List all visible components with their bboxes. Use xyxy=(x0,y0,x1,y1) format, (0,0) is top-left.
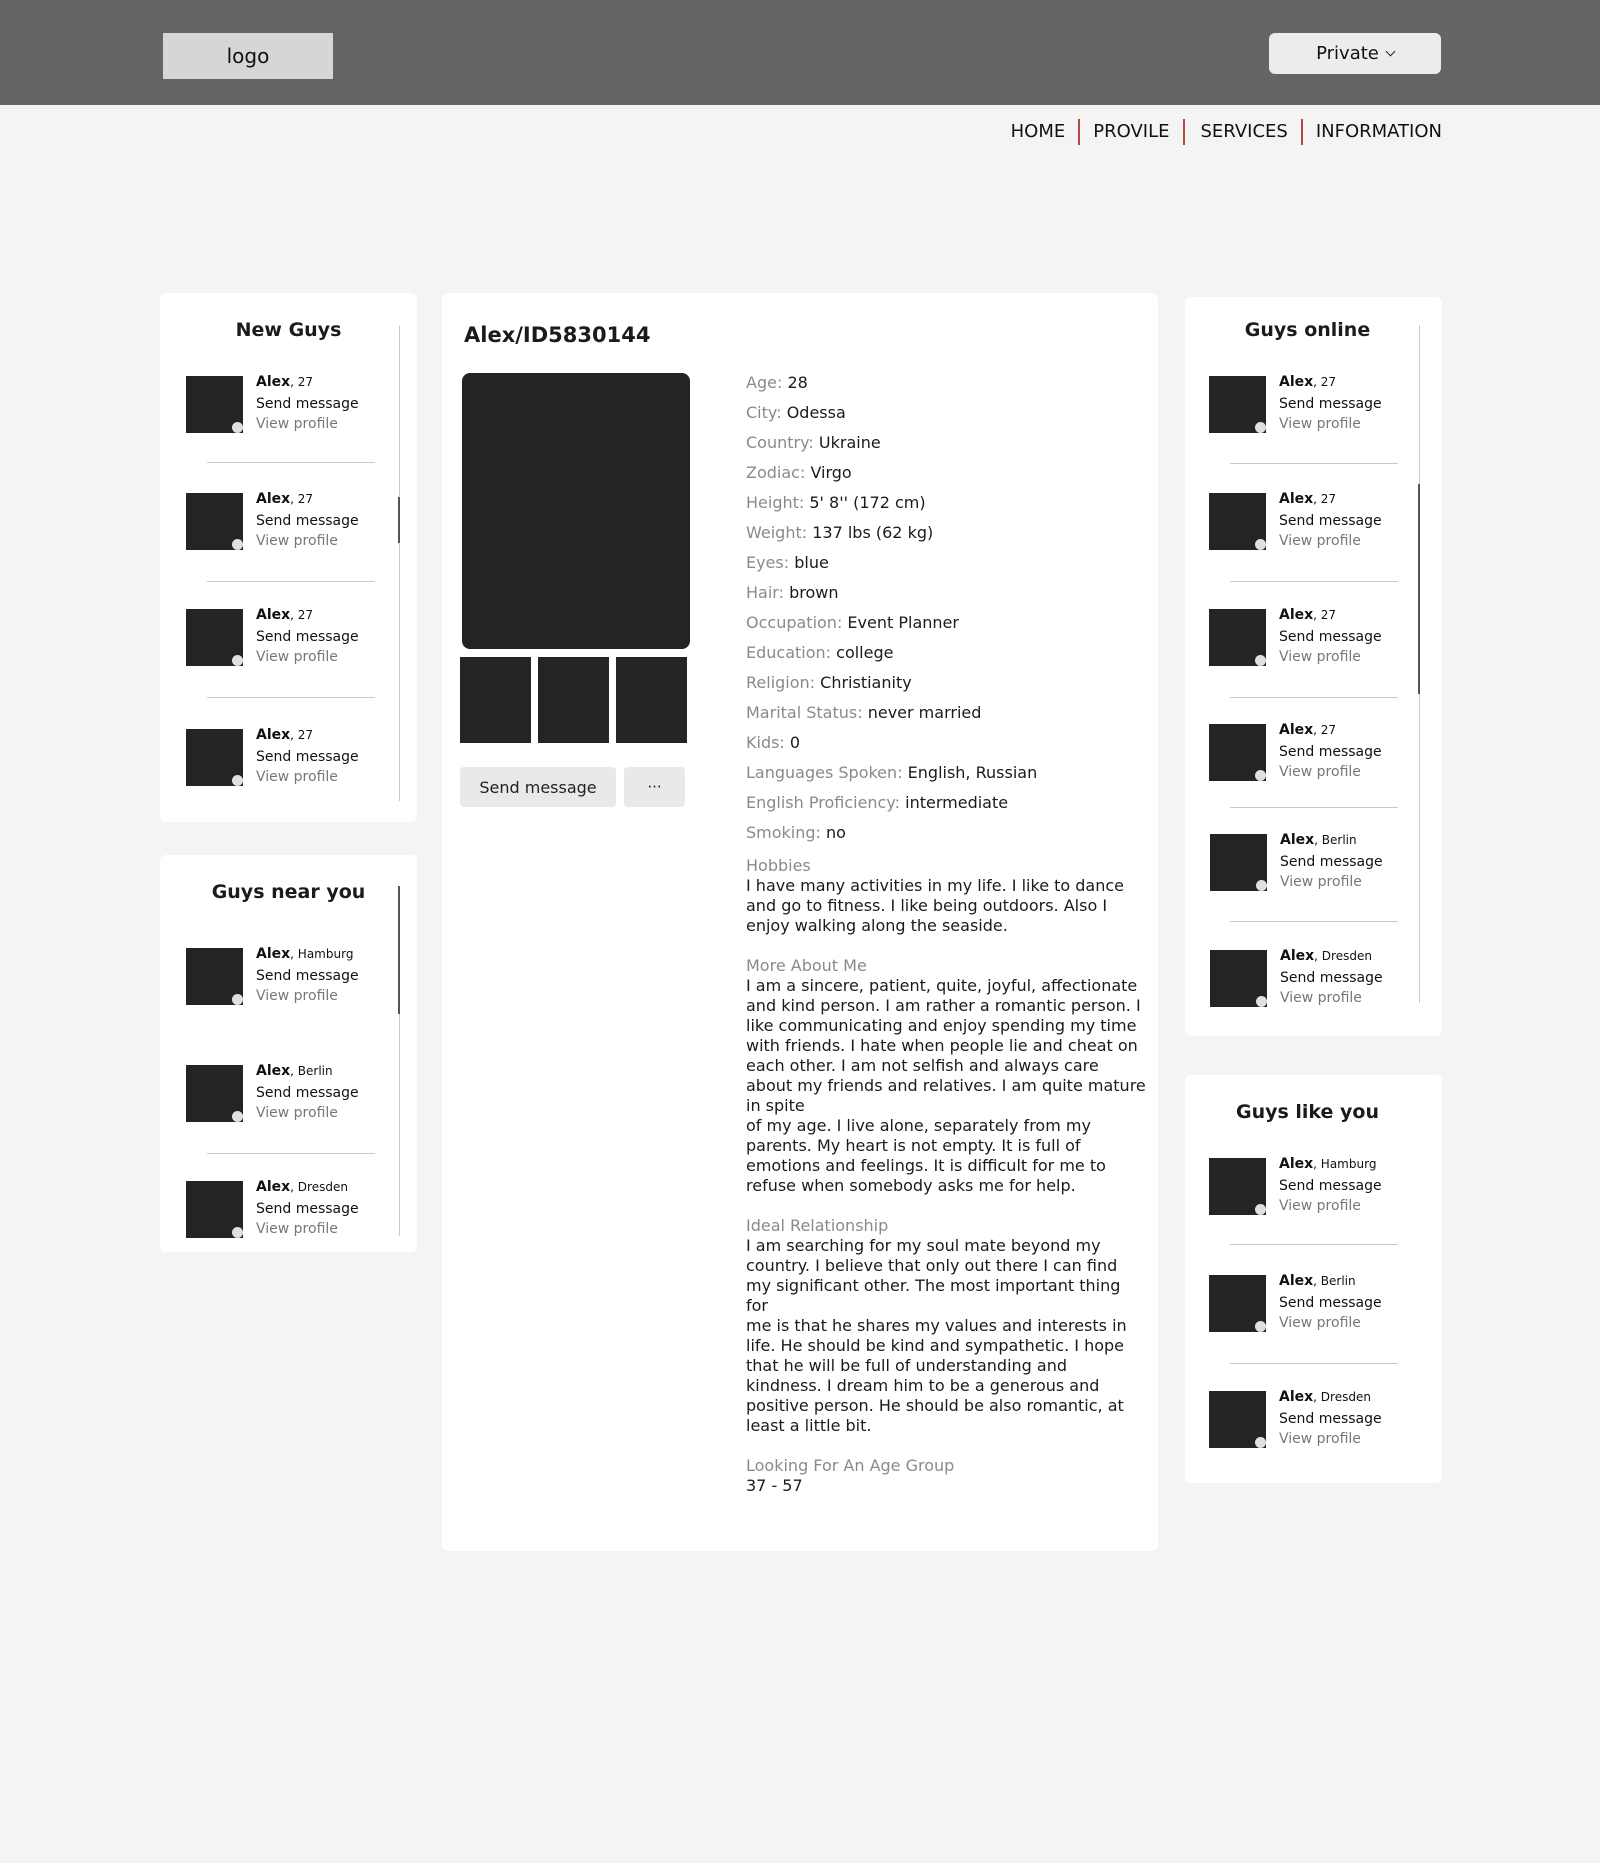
detail-label: Marital Status: xyxy=(746,703,863,722)
view-profile-link[interactable]: View profile xyxy=(256,416,338,432)
person-name[interactable]: Alex xyxy=(256,727,291,743)
more-about-me-section xyxy=(746,956,1146,1196)
online-status-icon xyxy=(1255,1321,1266,1332)
online-status-icon xyxy=(1255,770,1266,781)
divider xyxy=(207,1153,375,1154)
send-message-link[interactable]: Send message xyxy=(1279,513,1382,529)
online-status-icon xyxy=(232,655,243,666)
avatar[interactable] xyxy=(1209,376,1266,433)
view-profile-link[interactable]: View profile xyxy=(256,1221,338,1237)
divider xyxy=(1230,581,1398,582)
profile-card xyxy=(442,293,1158,1551)
list-item xyxy=(1185,1275,1442,1365)
hobbies-section xyxy=(746,856,1146,936)
guys-like-you-panel xyxy=(1185,1075,1442,1483)
photo-thumbnail[interactable] xyxy=(538,657,609,743)
divider xyxy=(1230,697,1398,698)
detail-row xyxy=(746,398,1146,428)
panel-title: New Guys xyxy=(235,319,342,341)
section-body: I am searching for my soul mate beyond my country. I believe that only out there I can find my significant other. The most important thing for me is that he shares my values and interests in life. He should be kind and sympathetic. I hope that he will be full of understanding and kindness. I dream him to be a generous and positive person. He should be also romantic, at least a little bit. xyxy=(746,1236,1127,1435)
detail-row xyxy=(746,698,1146,728)
person-meta: , 27 xyxy=(1313,608,1337,622)
nav-information[interactable]: INFORMATION xyxy=(1315,121,1442,142)
guys-online-panel xyxy=(1185,297,1442,1036)
send-message-link[interactable]: Send message xyxy=(256,513,359,529)
avatar[interactable] xyxy=(186,1181,243,1238)
person-meta: , Berlin xyxy=(1313,1274,1356,1288)
list-item xyxy=(1185,493,1442,583)
person-meta: , 27 xyxy=(290,375,314,389)
detail-row xyxy=(746,518,1146,548)
detail-value: Odessa xyxy=(786,403,846,422)
account-menu-label: Private xyxy=(1316,43,1379,64)
online-status-icon xyxy=(1255,422,1266,433)
list-item xyxy=(1185,1391,1442,1481)
list-item xyxy=(1185,376,1442,466)
detail-value: English, Russian xyxy=(907,763,1038,782)
person-meta: , 27 xyxy=(1313,492,1337,506)
detail-value: 5' 8'' (172 cm) xyxy=(809,493,926,512)
list-item xyxy=(160,376,417,466)
section-title: More About Me xyxy=(746,956,867,975)
online-status-icon xyxy=(1256,996,1267,1007)
divider xyxy=(207,581,375,582)
view-profile-link[interactable]: View profile xyxy=(1279,649,1361,665)
online-status-icon xyxy=(232,422,243,433)
detail-label: English Proficiency: xyxy=(746,793,901,812)
detail-row xyxy=(746,728,1146,758)
panel-title: Guys near you xyxy=(211,881,366,903)
detail-row xyxy=(746,818,1146,848)
list-item xyxy=(160,1181,417,1271)
send-message-link[interactable]: Send message xyxy=(256,749,359,765)
person-name[interactable]: Alex xyxy=(1279,374,1314,390)
person-meta: , Dresden xyxy=(290,1180,348,1194)
detail-label: Eyes: xyxy=(746,553,790,572)
detail-label: Kids: xyxy=(746,733,785,752)
detail-label: Smoking: xyxy=(746,823,821,842)
guys-near-you-panel xyxy=(160,855,417,1252)
person-name[interactable]: Alex xyxy=(256,607,291,623)
person-meta: , 27 xyxy=(290,608,314,622)
detail-label: Country: xyxy=(746,433,814,452)
view-profile-link[interactable]: View profile xyxy=(1279,1315,1361,1331)
detail-value: Virgo xyxy=(810,463,852,482)
detail-label: Religion: xyxy=(746,673,816,692)
avatar[interactable] xyxy=(186,493,243,550)
detail-row xyxy=(746,758,1146,788)
view-profile-link[interactable]: View profile xyxy=(1279,533,1361,549)
detail-label: Height: xyxy=(746,493,805,512)
send-message-link[interactable]: Send message xyxy=(1279,396,1382,412)
list-item xyxy=(160,729,417,819)
main-photo[interactable] xyxy=(462,373,690,649)
person-name[interactable]: Alex xyxy=(256,946,291,962)
view-profile-link[interactable]: View profile xyxy=(256,988,338,1004)
view-profile-link[interactable]: View profile xyxy=(1279,416,1361,432)
main-nav xyxy=(998,118,1442,146)
detail-value: college xyxy=(836,643,894,662)
detail-value: no xyxy=(826,823,846,842)
avatar[interactable] xyxy=(1209,1391,1266,1448)
avatar[interactable] xyxy=(1209,493,1266,550)
person-meta: , Berlin xyxy=(1314,833,1357,847)
view-profile-link[interactable]: View profile xyxy=(256,1105,338,1121)
send-message-link[interactable]: Send message xyxy=(1279,744,1382,760)
person-meta: , 27 xyxy=(290,728,314,742)
section-title: Hobbies xyxy=(746,856,811,875)
online-status-icon xyxy=(232,994,243,1005)
section-title: Looking For An Age Group xyxy=(746,1456,955,1475)
list-item xyxy=(1185,950,1442,1040)
detail-row xyxy=(746,638,1146,668)
list-item xyxy=(160,493,417,583)
person-name[interactable]: Alex xyxy=(256,491,291,507)
detail-value: 137 lbs (62 kg) xyxy=(812,523,934,542)
profile-details xyxy=(746,368,1146,1496)
nav-services[interactable]: SERVICES xyxy=(1200,121,1288,142)
detail-value: 0 xyxy=(789,733,801,752)
send-message-link[interactable]: Send message xyxy=(1279,629,1382,645)
detail-value: blue xyxy=(794,553,829,572)
panel-title: Guys like you xyxy=(1235,1101,1380,1123)
send-message-link[interactable]: Send message xyxy=(256,968,359,984)
person-meta: , Hamburg xyxy=(1313,1157,1377,1171)
person-name[interactable]: Alex xyxy=(1279,491,1314,507)
person-meta: , Dresden xyxy=(1313,1390,1371,1404)
person-meta: , 27 xyxy=(290,492,314,506)
detail-value: intermediate xyxy=(905,793,1009,812)
list-item xyxy=(160,609,417,699)
person-meta: , Dresden xyxy=(1314,949,1372,963)
section-body: I have many activities in my life. I like to dance and go to fitness. I like being outdoors. Also I enjoy walking along the seaside. xyxy=(746,876,1125,935)
online-status-icon xyxy=(1255,1204,1266,1215)
person-name[interactable]: Alex xyxy=(1279,1156,1314,1172)
avatar[interactable] xyxy=(186,376,243,433)
person-name[interactable]: Alex xyxy=(1279,1273,1314,1289)
online-status-icon xyxy=(1256,880,1267,891)
detail-row xyxy=(746,368,1146,398)
detail-value: Christianity xyxy=(820,673,912,692)
detail-row xyxy=(746,488,1146,518)
detail-label: Age: xyxy=(746,373,783,392)
detail-value: never married xyxy=(867,703,982,722)
online-status-icon xyxy=(232,539,243,550)
person-name[interactable]: Alex xyxy=(1280,948,1315,964)
detail-label: City: xyxy=(746,403,782,422)
send-message-link[interactable]: Send message xyxy=(1280,970,1383,986)
detail-label: Zodiac: xyxy=(746,463,806,482)
detail-value: 28 xyxy=(787,373,808,392)
avatar[interactable] xyxy=(1209,724,1266,781)
avatar[interactable] xyxy=(1210,950,1267,1007)
person-name[interactable]: Alex xyxy=(256,1063,291,1079)
person-name[interactable]: Alex xyxy=(1279,722,1314,738)
person-meta: , 27 xyxy=(1313,723,1337,737)
photo-thumbnail[interactable] xyxy=(616,657,687,743)
section-body: 37 - 57 xyxy=(746,1476,803,1495)
detail-row xyxy=(746,788,1146,818)
view-profile-link[interactable]: View profile xyxy=(1279,1198,1361,1214)
avatar[interactable] xyxy=(1209,1275,1266,1332)
send-message-link[interactable]: Send message xyxy=(1279,1295,1382,1311)
avatar[interactable] xyxy=(186,609,243,666)
view-profile-link[interactable]: View profile xyxy=(1280,874,1362,890)
photo-thumbnail[interactable] xyxy=(460,657,531,743)
section-body: I am a sincere, patient, quite, joyful, affectionate and kind person. I am rather a romantic person. I like communicating and enjoy spending my time with friends. I hate when people lie and cheat on each other. I am not selfish and always care about my friends and relatives. I am quite mature in spite of my age. I live alone, separately from my parents. My heart is not empty. It is full of emotions and feelings. It is difficult for me to refuse when somebody asks me for help. xyxy=(746,976,1146,1195)
avatar[interactable] xyxy=(186,948,243,1005)
person-meta: , Hamburg xyxy=(290,947,354,961)
more-options-button[interactable]: ··· xyxy=(624,767,685,807)
online-status-icon xyxy=(232,1227,243,1238)
divider xyxy=(207,462,375,463)
avatar[interactable] xyxy=(186,1065,243,1122)
online-status-icon xyxy=(1255,655,1266,666)
view-profile-link[interactable]: View profile xyxy=(1280,990,1362,1006)
divider xyxy=(1230,1244,1398,1245)
view-profile-link[interactable]: View profile xyxy=(256,649,338,665)
detail-row xyxy=(746,668,1146,698)
list-item xyxy=(160,948,417,1038)
detail-row xyxy=(746,458,1146,488)
detail-label: Occupation: xyxy=(746,613,843,632)
avatar[interactable] xyxy=(1210,834,1267,891)
person-name[interactable]: Alex xyxy=(256,1179,291,1195)
detail-label: Hair: xyxy=(746,583,784,602)
detail-row xyxy=(746,608,1146,638)
chevron-down-icon xyxy=(1385,47,1395,57)
list-item xyxy=(1185,724,1442,814)
send-message-link[interactable]: Send message xyxy=(256,1085,359,1101)
send-message-link[interactable]: Send message xyxy=(256,396,359,412)
panel-title: Guys online xyxy=(1244,319,1371,341)
detail-row xyxy=(746,578,1146,608)
online-status-icon xyxy=(1255,1437,1266,1448)
detail-row xyxy=(746,548,1146,578)
detail-value: brown xyxy=(789,583,839,602)
person-name[interactable]: Alex xyxy=(1280,832,1315,848)
avatar[interactable] xyxy=(1209,1158,1266,1215)
detail-label: Weight: xyxy=(746,523,808,542)
detail-value: Event Planner xyxy=(847,613,959,632)
new-guys-panel xyxy=(160,293,417,822)
send-message-link[interactable]: Send message xyxy=(1279,1178,1382,1194)
nav-profile[interactable]: PROVILE xyxy=(1093,121,1170,142)
send-message-link[interactable]: Send message xyxy=(1279,1411,1382,1427)
person-meta: , Berlin xyxy=(290,1064,333,1078)
top-bar xyxy=(0,0,1600,105)
online-status-icon xyxy=(1255,539,1266,550)
send-message-link[interactable]: Send message xyxy=(1280,854,1383,870)
view-profile-link[interactable]: View profile xyxy=(1279,1431,1361,1447)
detail-value: Ukraine xyxy=(818,433,881,452)
section-title: Ideal Relationship xyxy=(746,1216,889,1235)
divider xyxy=(1230,463,1398,464)
ideal-relationship-section xyxy=(746,1216,1146,1436)
person-name[interactable]: Alex xyxy=(1279,1389,1314,1405)
detail-label: Education: xyxy=(746,643,832,662)
view-profile-link[interactable]: View profile xyxy=(256,769,338,785)
detail-row xyxy=(746,428,1146,458)
avatar[interactable] xyxy=(186,729,243,786)
list-item xyxy=(1185,609,1442,699)
logo[interactable]: logo xyxy=(163,33,333,79)
account-menu-dropdown[interactable] xyxy=(1269,33,1441,74)
online-status-icon xyxy=(232,1111,243,1122)
divider xyxy=(1230,1363,1398,1364)
detail-label: Languages Spoken: xyxy=(746,763,903,782)
nav-home[interactable]: HOME xyxy=(1010,121,1066,142)
divider xyxy=(1230,921,1398,922)
person-name[interactable]: Alex xyxy=(1279,607,1314,623)
list-item xyxy=(160,1065,417,1155)
send-message-link[interactable]: Send message xyxy=(256,629,359,645)
view-profile-link[interactable]: View profile xyxy=(1279,764,1361,780)
avatar[interactable] xyxy=(1209,609,1266,666)
online-status-icon xyxy=(232,775,243,786)
age-group-section xyxy=(746,1456,1146,1496)
person-name[interactable]: Alex xyxy=(256,374,291,390)
profile-title: Alex/ID5830144 xyxy=(464,323,651,347)
person-meta: , 27 xyxy=(1313,375,1337,389)
send-message-button[interactable]: Send message xyxy=(460,767,616,807)
divider xyxy=(1230,807,1398,808)
divider xyxy=(207,697,375,698)
list-item xyxy=(1185,1158,1442,1248)
list-item xyxy=(1185,834,1442,924)
view-profile-link[interactable]: View profile xyxy=(256,533,338,549)
send-message-link[interactable]: Send message xyxy=(256,1201,359,1217)
